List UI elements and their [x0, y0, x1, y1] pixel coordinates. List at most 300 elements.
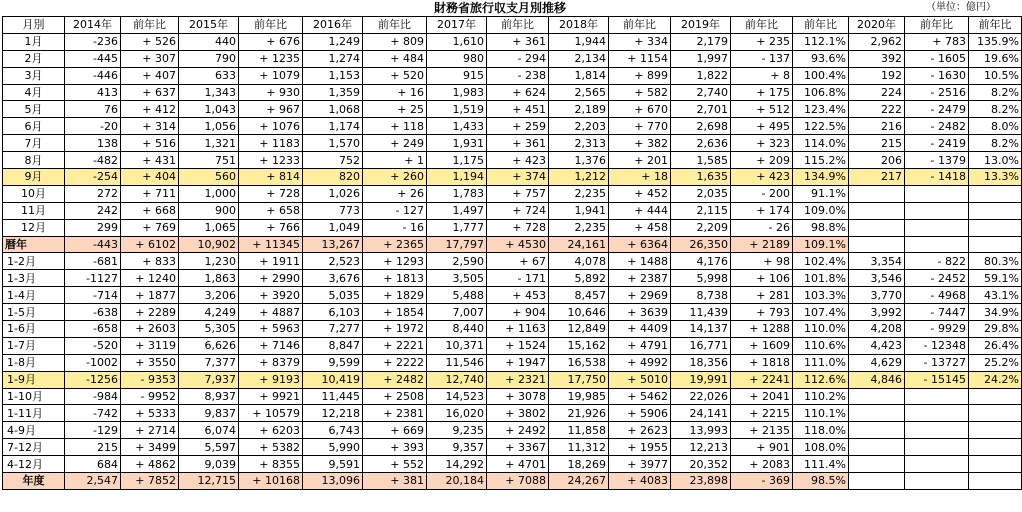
data-cell: - 200 [731, 185, 793, 202]
table-row [3, 473, 1022, 490]
data-cell: 1,194 [427, 169, 487, 186]
data-cell: 215 [849, 135, 905, 152]
data-cell: 12,715 [179, 473, 239, 490]
data-cell: 9,357 [427, 439, 487, 456]
data-cell: + 2381 [363, 405, 427, 422]
data-cell: 2,134 [549, 50, 609, 67]
table-row [3, 118, 1022, 135]
data-cell: + 1829 [363, 287, 427, 304]
row-label: 6月 [3, 118, 65, 135]
data-cell: 24,267 [549, 473, 609, 490]
data-cell: + 10168 [239, 473, 303, 490]
data-cell: + 3078 [487, 388, 549, 405]
data-cell: 14,137 [671, 321, 731, 338]
data-cell: - 15145 [905, 371, 969, 388]
data-cell: 103.3% [793, 287, 849, 304]
table-row [3, 354, 1022, 371]
data-cell: 1,321 [179, 135, 239, 152]
data-cell: 122.5% [793, 118, 849, 135]
data-cell: 138 [65, 135, 121, 152]
data-cell: 24.2% [969, 371, 1022, 388]
data-cell: 1,230 [179, 253, 239, 270]
data-cell: 2,636 [671, 135, 731, 152]
sheet-title: 財務省旅行収支月別推移 [433, 1, 566, 15]
data-cell: + 8355 [239, 456, 303, 473]
header-cell: 前年比 [239, 17, 303, 34]
data-cell: -20 [65, 118, 121, 135]
row-label: 4月 [3, 84, 65, 101]
data-cell [905, 473, 969, 490]
data-cell: - 822 [905, 253, 969, 270]
data-cell: 3,206 [179, 287, 239, 304]
data-cell: 24,161 [549, 236, 609, 253]
data-cell: 19,991 [671, 371, 731, 388]
data-cell: + 967 [239, 101, 303, 118]
data-cell: + 67 [487, 253, 549, 270]
data-cell: 112.1% [793, 33, 849, 50]
data-cell: -1127 [65, 270, 121, 287]
data-cell: - 9353 [121, 371, 179, 388]
data-cell: + 520 [363, 67, 427, 84]
data-cell [905, 456, 969, 473]
unit-label: （単位：億円） [926, 2, 996, 13]
data-cell: + 412 [121, 101, 179, 118]
data-cell: -254 [65, 169, 121, 186]
row-label: 年度 [3, 473, 65, 490]
data-cell: 1,376 [549, 152, 609, 169]
row-label: 8月 [3, 152, 65, 169]
data-cell: + 1288 [731, 321, 793, 338]
data-cell: 6,626 [179, 337, 239, 354]
header-cell: 2017年 [427, 17, 487, 34]
data-cell [905, 405, 969, 422]
data-cell: 6,074 [179, 422, 239, 439]
data-cell: 110.6% [793, 337, 849, 354]
data-cell: + 1947 [487, 354, 549, 371]
table-row [3, 270, 1022, 287]
row-label: 1-10月 [3, 388, 65, 405]
data-cell: 2,701 [671, 101, 731, 118]
data-cell [969, 236, 1022, 253]
data-cell: 12,740 [427, 371, 487, 388]
data-cell: 633 [179, 67, 239, 84]
data-cell: 20,352 [671, 456, 731, 473]
data-cell: + 833 [121, 253, 179, 270]
data-cell: 11,439 [671, 304, 731, 321]
data-cell: 5,597 [179, 439, 239, 456]
data-cell: 3,505 [427, 270, 487, 287]
data-cell: 11,312 [549, 439, 609, 456]
data-cell: 14,523 [427, 388, 487, 405]
header-cell: 2018年 [549, 17, 609, 34]
data-cell: 2,115 [671, 202, 731, 219]
data-cell: 12,213 [671, 439, 731, 456]
data-cell: 2,740 [671, 84, 731, 101]
data-cell: + 5382 [239, 439, 303, 456]
row-label: 1-8月 [3, 354, 65, 371]
data-cell: -446 [65, 67, 121, 84]
data-cell: 16,020 [427, 405, 487, 422]
data-cell: 980 [427, 50, 487, 67]
data-cell: + 814 [239, 169, 303, 186]
data-cell: 106.8% [793, 84, 849, 101]
data-cell: 1,359 [303, 84, 363, 101]
data-cell: 107.4% [793, 304, 849, 321]
data-cell: 8.2% [969, 101, 1022, 118]
data-cell: 3,546 [849, 270, 905, 287]
data-cell [969, 422, 1022, 439]
table-row [3, 152, 1022, 169]
data-cell: 9,235 [427, 422, 487, 439]
row-label: 4-12月 [3, 456, 65, 473]
data-cell: 5,488 [427, 287, 487, 304]
data-cell: 1,056 [179, 118, 239, 135]
data-cell: + 1240 [121, 270, 179, 287]
data-cell: + 6203 [239, 422, 303, 439]
data-cell: 112.6% [793, 371, 849, 388]
data-cell: -443 [65, 236, 121, 253]
data-cell: + 6364 [609, 236, 671, 253]
data-cell: 1,997 [671, 50, 731, 67]
data-cell: 98.5% [793, 473, 849, 490]
data-cell: 11,546 [427, 354, 487, 371]
data-cell: 1,249 [303, 33, 363, 50]
data-cell: 8,440 [427, 321, 487, 338]
row-label: 5月 [3, 101, 65, 118]
data-cell: + 637 [121, 84, 179, 101]
data-cell [905, 219, 969, 236]
data-cell: 560 [179, 169, 239, 186]
data-cell: + 930 [239, 84, 303, 101]
data-cell: 1,174 [303, 118, 363, 135]
data-cell: -638 [65, 304, 121, 321]
data-cell: 102.4% [793, 253, 849, 270]
data-cell: + 11345 [239, 236, 303, 253]
data-cell: 114.0% [793, 135, 849, 152]
data-cell: + 5010 [609, 371, 671, 388]
data-cell: + 1609 [731, 337, 793, 354]
data-cell: 11,858 [549, 422, 609, 439]
data-cell: 12,218 [303, 405, 363, 422]
data-cell: 7,937 [179, 371, 239, 388]
data-cell: 10,646 [549, 304, 609, 321]
data-cell: 1,783 [427, 185, 487, 202]
data-cell: + 1235 [239, 50, 303, 67]
data-cell: 1,944 [549, 33, 609, 50]
data-cell: + 4409 [609, 321, 671, 338]
data-cell: + 106 [731, 270, 793, 287]
header-cell: 2020年 [849, 17, 905, 34]
data-cell: 900 [179, 202, 239, 219]
data-cell: + 407 [121, 67, 179, 84]
data-cell: 1,941 [549, 202, 609, 219]
data-cell: + 393 [363, 439, 427, 456]
table-row [3, 371, 1022, 388]
data-cell: 5,990 [303, 439, 363, 456]
data-table [2, 16, 1022, 490]
data-cell: - 9929 [905, 321, 969, 338]
data-cell: 9,039 [179, 456, 239, 473]
data-cell: 118.0% [793, 422, 849, 439]
row-label: 2月 [3, 50, 65, 67]
data-cell: 2,962 [849, 33, 905, 50]
data-cell: + 8 [731, 67, 793, 84]
data-cell: 29.8% [969, 321, 1022, 338]
data-cell: 3,676 [303, 270, 363, 287]
data-cell: 392 [849, 50, 905, 67]
data-cell: + 4701 [487, 456, 549, 473]
data-cell: + 669 [363, 422, 427, 439]
data-cell: + 334 [609, 33, 671, 50]
data-cell: 1,274 [303, 50, 363, 67]
data-cell [905, 202, 969, 219]
table-row [3, 456, 1022, 473]
data-cell: + 1813 [363, 270, 427, 287]
data-cell: + 8379 [239, 354, 303, 371]
data-cell: 751 [179, 152, 239, 169]
data-cell: + 381 [363, 473, 427, 490]
data-cell: 1,610 [427, 33, 487, 50]
row-label: 1-3月 [3, 270, 65, 287]
data-cell: - 1605 [905, 50, 969, 67]
data-cell: + 2221 [363, 337, 427, 354]
row-label: 4-9月 [3, 422, 65, 439]
data-cell: 10,902 [179, 236, 239, 253]
data-cell [969, 219, 1022, 236]
table-row [3, 388, 1022, 405]
row-label: 12月 [3, 219, 65, 236]
data-cell: 111.4% [793, 456, 849, 473]
data-cell: + 516 [121, 135, 179, 152]
data-cell: 1,068 [303, 101, 363, 118]
data-cell: + 899 [609, 67, 671, 84]
data-cell: 18,356 [671, 354, 731, 371]
data-cell: + 260 [363, 169, 427, 186]
data-cell: 13,993 [671, 422, 731, 439]
data-cell: 2,203 [549, 118, 609, 135]
data-cell: + 10579 [239, 405, 303, 422]
data-cell: 6,103 [303, 304, 363, 321]
data-cell: 5,035 [303, 287, 363, 304]
data-cell: + 201 [609, 152, 671, 169]
data-cell: 91.1% [793, 185, 849, 202]
data-cell: + 1955 [609, 439, 671, 456]
data-cell: 110.1% [793, 405, 849, 422]
data-cell: 98.8% [793, 219, 849, 236]
data-cell: + 3802 [487, 405, 549, 422]
data-cell: + 2492 [487, 422, 549, 439]
data-cell: + 757 [487, 185, 549, 202]
data-cell: + 2041 [731, 388, 793, 405]
data-cell: 110.2% [793, 388, 849, 405]
data-cell: 215 [65, 439, 121, 456]
data-cell: 3,992 [849, 304, 905, 321]
data-cell [905, 439, 969, 456]
data-cell: 109.0% [793, 202, 849, 219]
data-cell: 18,269 [549, 456, 609, 473]
data-cell: + 6102 [121, 236, 179, 253]
data-cell: + 4862 [121, 456, 179, 473]
data-cell: 8,457 [549, 287, 609, 304]
data-cell [849, 185, 905, 202]
row-label: 1-5月 [3, 304, 65, 321]
data-cell: 24,141 [671, 405, 731, 422]
data-cell [849, 219, 905, 236]
data-cell: + 769 [121, 219, 179, 236]
data-cell: 242 [65, 202, 121, 219]
header-cell: 前年比 [969, 17, 1022, 34]
data-cell: + 7852 [121, 473, 179, 490]
row-label: 暦年 [3, 236, 65, 253]
data-cell: + 4791 [609, 337, 671, 354]
data-cell: 4,176 [671, 253, 731, 270]
data-cell: + 904 [487, 304, 549, 321]
data-cell: - 127 [363, 202, 427, 219]
row-label: 1-11月 [3, 405, 65, 422]
data-cell: 773 [303, 202, 363, 219]
data-cell: + 2990 [239, 270, 303, 287]
data-cell: 2,209 [671, 219, 731, 236]
data-cell: 8.2% [969, 84, 1022, 101]
data-cell: 1,049 [303, 219, 363, 236]
row-label: 3月 [3, 67, 65, 84]
data-cell: + 323 [731, 135, 793, 152]
data-cell: + 1818 [731, 354, 793, 371]
data-cell: 101.8% [793, 270, 849, 287]
row-label: 7月 [3, 135, 65, 152]
data-cell: 4,078 [549, 253, 609, 270]
data-cell: 19.6% [969, 50, 1022, 67]
data-cell: 684 [65, 456, 121, 473]
data-cell: 1,153 [303, 67, 363, 84]
data-cell: 8,738 [671, 287, 731, 304]
data-cell: + 728 [487, 219, 549, 236]
header-cell: 月別 [3, 17, 65, 34]
data-cell: - 9952 [121, 388, 179, 405]
data-cell: + 1079 [239, 67, 303, 84]
data-cell: 9,599 [303, 354, 363, 371]
data-cell: + 431 [121, 152, 179, 169]
data-cell: + 452 [609, 185, 671, 202]
data-cell: -681 [65, 253, 121, 270]
data-cell: + 9921 [239, 388, 303, 405]
data-cell: + 1877 [121, 287, 179, 304]
data-cell: + 444 [609, 202, 671, 219]
data-cell: + 676 [239, 33, 303, 50]
data-cell: - 238 [487, 67, 549, 84]
row-label: 1-4月 [3, 287, 65, 304]
data-cell: + 724 [487, 202, 549, 219]
data-cell: + 484 [363, 50, 427, 67]
data-cell: - 13727 [905, 354, 969, 371]
data-cell: - 26 [731, 219, 793, 236]
data-cell [969, 202, 1022, 219]
data-cell: - 369 [731, 473, 793, 490]
data-cell [849, 236, 905, 253]
data-cell: 4,208 [849, 321, 905, 338]
data-cell: + 4530 [487, 236, 549, 253]
data-cell: 1,983 [427, 84, 487, 101]
header-cell: 2014年 [65, 17, 121, 34]
data-cell: 2,235 [549, 219, 609, 236]
data-cell: 123.4% [793, 101, 849, 118]
data-cell: - 16 [363, 219, 427, 236]
table-row [3, 405, 1022, 422]
data-cell: 2,179 [671, 33, 731, 50]
table-row [3, 439, 1022, 456]
data-cell: 15,162 [549, 337, 609, 354]
data-cell: + 2365 [363, 236, 427, 253]
data-cell: 299 [65, 219, 121, 236]
data-cell: 224 [849, 84, 905, 101]
table-row [3, 50, 1022, 67]
data-cell: 76 [65, 101, 121, 118]
data-cell: + 1524 [487, 337, 549, 354]
data-cell: -129 [65, 422, 121, 439]
header-cell: 前年比 [487, 17, 549, 34]
data-cell: + 526 [121, 33, 179, 50]
data-cell: 3,770 [849, 287, 905, 304]
data-cell: + 458 [609, 219, 671, 236]
data-cell: 10,419 [303, 371, 363, 388]
data-cell: + 2482 [363, 371, 427, 388]
data-cell: 17,797 [427, 236, 487, 253]
data-cell: 217 [849, 169, 905, 186]
data-cell: -714 [65, 287, 121, 304]
data-cell: + 2241 [731, 371, 793, 388]
data-cell: - 4968 [905, 287, 969, 304]
data-cell: - 294 [487, 50, 549, 67]
table-row [3, 101, 1022, 118]
data-cell: + 382 [609, 135, 671, 152]
data-cell: 192 [849, 67, 905, 84]
data-cell: 216 [849, 118, 905, 135]
table-row [3, 287, 1022, 304]
data-cell: + 624 [487, 84, 549, 101]
data-cell: - 2452 [905, 270, 969, 287]
data-cell: + 5963 [239, 321, 303, 338]
data-cell: -658 [65, 321, 121, 338]
data-cell: + 9193 [239, 371, 303, 388]
data-cell: 1,065 [179, 219, 239, 236]
data-cell: + 512 [731, 101, 793, 118]
table-row [3, 321, 1022, 338]
table-row [3, 253, 1022, 270]
table-body [3, 33, 1022, 489]
data-cell: 1,433 [427, 118, 487, 135]
data-cell: 2,189 [549, 101, 609, 118]
data-cell: 1,043 [179, 101, 239, 118]
data-cell [969, 185, 1022, 202]
table-row [3, 169, 1022, 186]
data-cell: 59.1% [969, 270, 1022, 287]
data-cell: -1256 [65, 371, 121, 388]
data-cell: + 901 [731, 439, 793, 456]
data-cell: 4,846 [849, 371, 905, 388]
data-cell: + 423 [487, 152, 549, 169]
data-cell: + 2387 [609, 270, 671, 287]
data-cell: 115.2% [793, 152, 849, 169]
data-cell: + 1972 [363, 321, 427, 338]
data-cell: + 582 [609, 84, 671, 101]
table-row [3, 304, 1022, 321]
data-cell: + 7146 [239, 337, 303, 354]
data-cell: + 1233 [239, 152, 303, 169]
data-cell: 21,926 [549, 405, 609, 422]
data-cell: + 728 [239, 185, 303, 202]
data-cell: + 495 [731, 118, 793, 135]
data-cell: + 2508 [363, 388, 427, 405]
